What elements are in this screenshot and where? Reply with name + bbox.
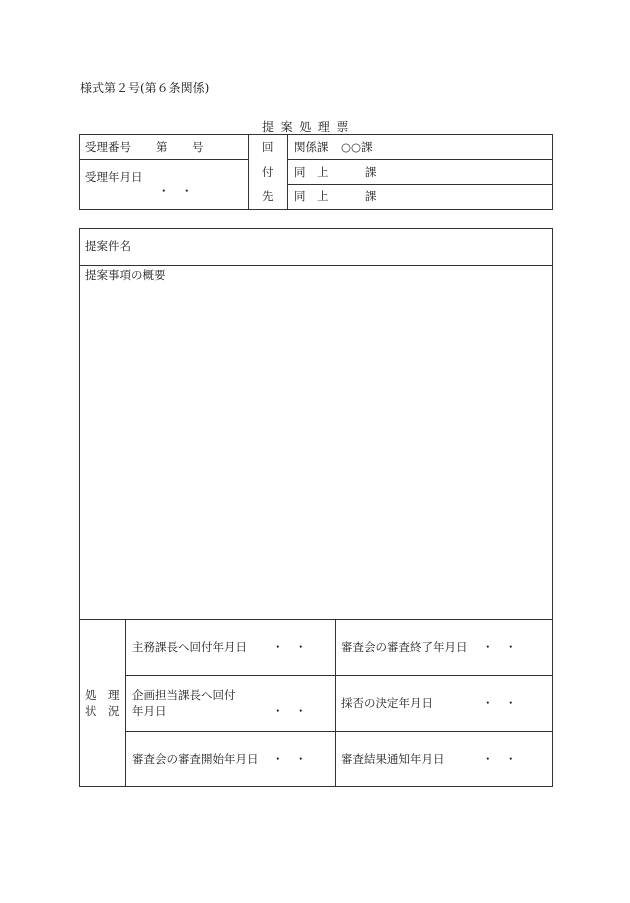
cell-label: 年月日 [132,704,167,718]
divider [125,731,553,732]
routing-label-2: 付 [262,165,274,179]
form-number: 様式第２号(第６条関係) [80,81,210,95]
page-title: 提案処理票 [262,120,356,134]
routing-row-2-right: 課 [365,165,377,179]
cell-label: 採否の決定年月日 [341,696,433,710]
divider [287,134,288,210]
divider [248,134,249,210]
cell-dots: ・ ・ [482,752,517,766]
processing-status-label-2: 状 況 [85,704,120,718]
proposal-title-label: 提案件名 [85,239,131,253]
receipt-number-dai: 第 [156,140,168,154]
proposal-summary-label: 提案事項の概要 [85,268,166,282]
divider [79,265,553,266]
cell-dots: ・ ・ [272,640,307,654]
divider [79,619,553,620]
routing-row-3-right: 課 [365,189,377,203]
receipt-date-label: 受理年月日 [85,170,143,184]
cell-label: 審査結果通知年月日 [341,752,445,766]
routing-row-3-left: 同 上 [294,189,329,203]
receipt-number-go: 号 [192,140,204,154]
cell-dots: ・ ・ [482,696,517,710]
cell-label: 審査会の審査終了年月日 [341,640,468,654]
receipt-number-label: 受理番号 [85,140,131,154]
divider [125,675,553,676]
divider [287,184,553,185]
processing-status-label-1: 処 理 [85,688,120,702]
routing-label-3: 先 [262,189,274,203]
cell-dots: ・ ・ [272,704,307,718]
routing-row-1-right: ○○課 [341,140,373,154]
cell-label: 主務課長へ回付年月日 [132,640,247,654]
divider [335,619,336,787]
cell-label: 審査会の審査開始年月日 [132,752,259,766]
cell-dots: ・ ・ [482,640,517,654]
cell-dots: ・ ・ [272,752,307,766]
routing-label-1: 回 [262,140,274,154]
routing-row-1-left: 関係課 [294,140,329,154]
cell-label: 企画担当課長へ回付 [132,688,236,702]
routing-row-2-left: 同 上 [294,165,329,179]
receipt-date-dots: ・ ・ [158,184,193,198]
divider [125,619,126,787]
divider [287,159,553,160]
divider [79,159,248,160]
